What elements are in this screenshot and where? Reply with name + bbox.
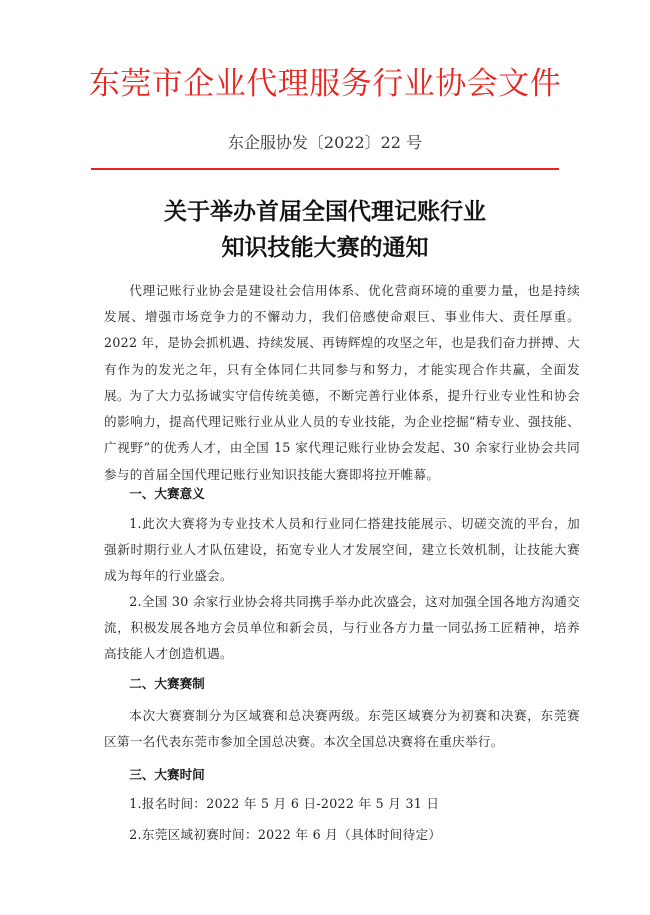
schedule-item-preliminary: 2.东莞区域初赛时间：2022 年 6 月（具体时间待定） <box>129 827 442 842</box>
schedule-item-registration: 1.报名时间：2022 年 5 月 6 日-2022 年 5 月 31 日 <box>129 796 440 811</box>
title-line-1: 关于举办首届全国代理记账行业 <box>164 199 486 225</box>
intro-paragraph-2: 为了大力弘扬诚实守信传统美德，不断完善行业体系，提升行业专业性和协会的影响力，提高代理记账行业从业人员的专业技能，为企业挖掘“精专业、强技能、广视野”的优秀人才，由全国 15 家代理记账行业协会发起、30 余家行业协会共同参与的首届全国代理记账行业知识技能大赛即将拉开帷幕。 <box>104 388 580 482</box>
section-heading-significance: 一、大赛意义 <box>129 486 205 501</box>
document-number: 东企服协发〔2022〕22 号 <box>227 133 423 152</box>
significance-paragraph-1: 1.此次大赛将为专业技术人员和行业同仁搭建技能展示、切磋交流的平台，加强新时期行业人才队伍建设，拓宽专业人才发展空间，建立长效机制，让技能大赛成为每年的行业盛会。 <box>104 516 580 584</box>
issuer-header: 东莞市企业代理服务行业协会文件 <box>88 66 562 102</box>
red-divider-line <box>91 168 559 170</box>
intro-paragraph-1: 代理记账行业协会是建设社会信用体系、优化营商环境的重要力量，也是持续发展、增强市场竞争力的不懈动力，我们倍感使命艰巨、事业伟大、责任厚重。2022 年，是协会抓机遇、持续发展、再铸辉煌的攻坚之年，也是我们奋力拼搏、大有作为的发光之年，只有全体同仁共同参与和努力，才能实现合作共赢，全面发展。 <box>104 283 580 403</box>
format-paragraph: 本次大赛赛制分为区域赛和总决赛两级。东莞区域赛分为初赛和决赛，东莞赛区第一名代表东莞市参加全国总决赛。本次全国总决赛将在重庆举行。 <box>104 708 580 750</box>
section-heading-format: 二、大赛赛制 <box>129 676 205 691</box>
significance-paragraph-2: 2.全国 30 余家行业协会将共同携手举办此次盛会，这对加强全国各地方沟通交流，积极发展各地方会员单位和新会员，与行业各方力量一同弘扬工匠精神，培养高技能人才创造机遇。 <box>104 594 580 662</box>
title-line-2: 知识技能大赛的通知 <box>221 235 429 261</box>
section-heading-schedule: 三、大赛时间 <box>129 767 205 782</box>
